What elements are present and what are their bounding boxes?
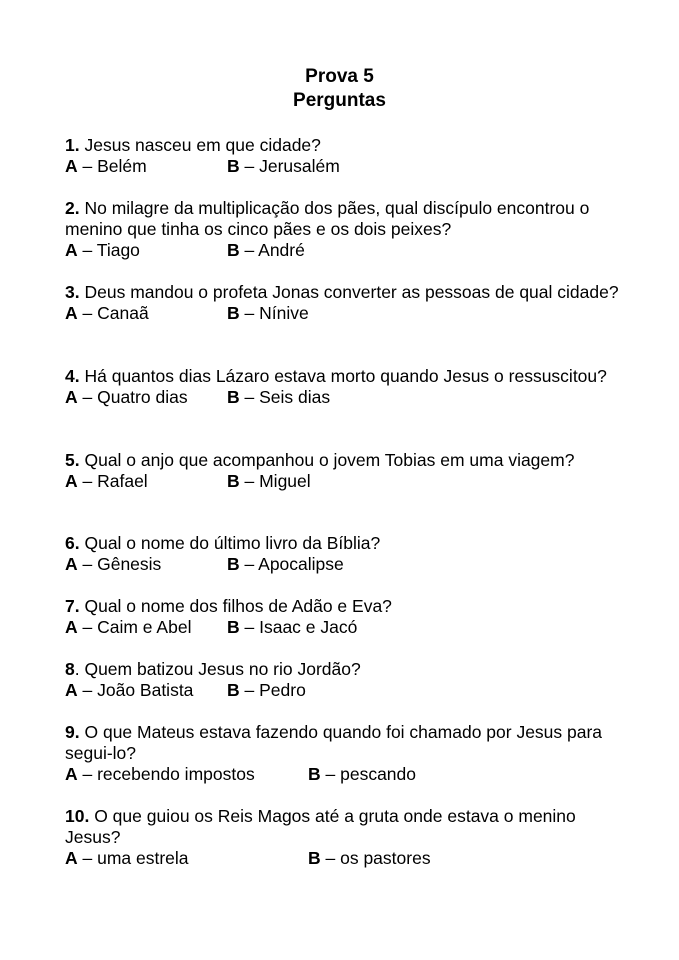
option-b: B – André: [227, 240, 305, 260]
question-number: 9.: [65, 722, 80, 742]
question-9-options: [65, 764, 625, 785]
question-3-options: [65, 303, 625, 324]
question-3: [65, 282, 625, 324]
question-10-options: [65, 848, 625, 869]
question-body: O que Mateus estava fazendo quando foi chamado por Jesus para segui-lo?: [65, 722, 603, 763]
question-body: Deus mandou o profeta Jonas converter as pessoas de qual cidade?: [84, 282, 619, 302]
question-number: 7.: [65, 596, 80, 616]
question-body: Qual o nome dos filhos de Adão e Eva?: [84, 596, 392, 616]
question-number: 10.: [65, 806, 90, 826]
option-b: B – Isaac e Jacó: [227, 617, 358, 637]
option-b: B – Apocalipse: [227, 554, 344, 574]
title-line-2: Perguntas: [293, 90, 386, 111]
question-6-options: [65, 554, 625, 575]
page-title: [0, 65, 679, 113]
question-7-options: [65, 617, 625, 638]
question-body: Há quantos dias Lázaro estava morto quando Jesus o ressuscitou?: [84, 366, 607, 386]
question-number: 8: [65, 659, 75, 679]
option-a: A – Caim e Abel: [65, 617, 192, 637]
option-b: B – Miguel: [227, 471, 311, 491]
option-a: A – Tiago: [65, 240, 140, 260]
question-4: [65, 366, 625, 408]
question-9-text: [65, 722, 625, 764]
option-a: A – Quatro dias: [65, 387, 188, 407]
question-7: [65, 596, 625, 638]
question-1-options: [65, 156, 625, 177]
question-4-options: [65, 387, 625, 408]
question-2-text: [65, 198, 625, 240]
question-5-options: [65, 471, 625, 492]
question-10-text: [65, 806, 625, 848]
question-body: Qual o nome do último livro da Bíblia?: [84, 533, 381, 553]
title-line-1: Prova 5: [305, 66, 374, 87]
question-5-text: [65, 450, 625, 471]
question-2: [65, 198, 625, 261]
question-number: 6.: [65, 533, 80, 553]
question-number: 4.: [65, 366, 80, 386]
option-b: B – pescando: [308, 764, 417, 784]
question-body: O que guiou os Reis Magos até a gruta onde estava o menino Jesus?: [65, 806, 576, 847]
question-5: [65, 450, 625, 492]
option-b: B – Jerusalém: [227, 156, 340, 176]
option-a: A – Belém: [65, 156, 147, 176]
question-1-text: [65, 135, 625, 156]
option-a: A – Rafael: [65, 471, 148, 491]
question-number: 1.: [65, 135, 80, 155]
question-body: . Quem batizou Jesus no rio Jordão?: [74, 659, 361, 679]
option-b: B – Pedro: [227, 680, 306, 700]
question-4-text: [65, 366, 625, 387]
question-6-text: [65, 533, 625, 554]
option-a: A – recebendo impostos: [65, 764, 255, 784]
question-body: Qual o anjo que acompanhou o jovem Tobias em uma viagem?: [84, 450, 575, 470]
question-body: No milagre da multiplicação dos pães, qual discípulo encontrou o menino que tinha os cinco pães e os dois peixes?: [65, 198, 590, 239]
option-b: B – os pastores: [308, 848, 431, 868]
question-9: [65, 722, 625, 785]
option-b: B – Seis dias: [227, 387, 331, 407]
question-number: 3.: [65, 282, 80, 302]
question-8-text: [65, 659, 625, 680]
question-8-options: [65, 680, 625, 701]
question-number: 2.: [65, 198, 80, 218]
option-a: A – Gênesis: [65, 554, 162, 574]
question-7-text: [65, 596, 625, 617]
question-body: Jesus nasceu em que cidade?: [84, 135, 321, 155]
question-8: [65, 659, 625, 701]
question-3-text: [65, 282, 625, 303]
option-b: B – Nínive: [227, 303, 309, 323]
option-a: A – uma estrela: [65, 848, 189, 868]
question-2-options: [65, 240, 625, 261]
option-a: A – Canaã: [65, 303, 149, 323]
question-10: [65, 806, 625, 869]
question-6: [65, 533, 625, 575]
option-a: A – João Batista: [65, 680, 194, 700]
question-1: [65, 135, 625, 177]
question-number: 5.: [65, 450, 80, 470]
